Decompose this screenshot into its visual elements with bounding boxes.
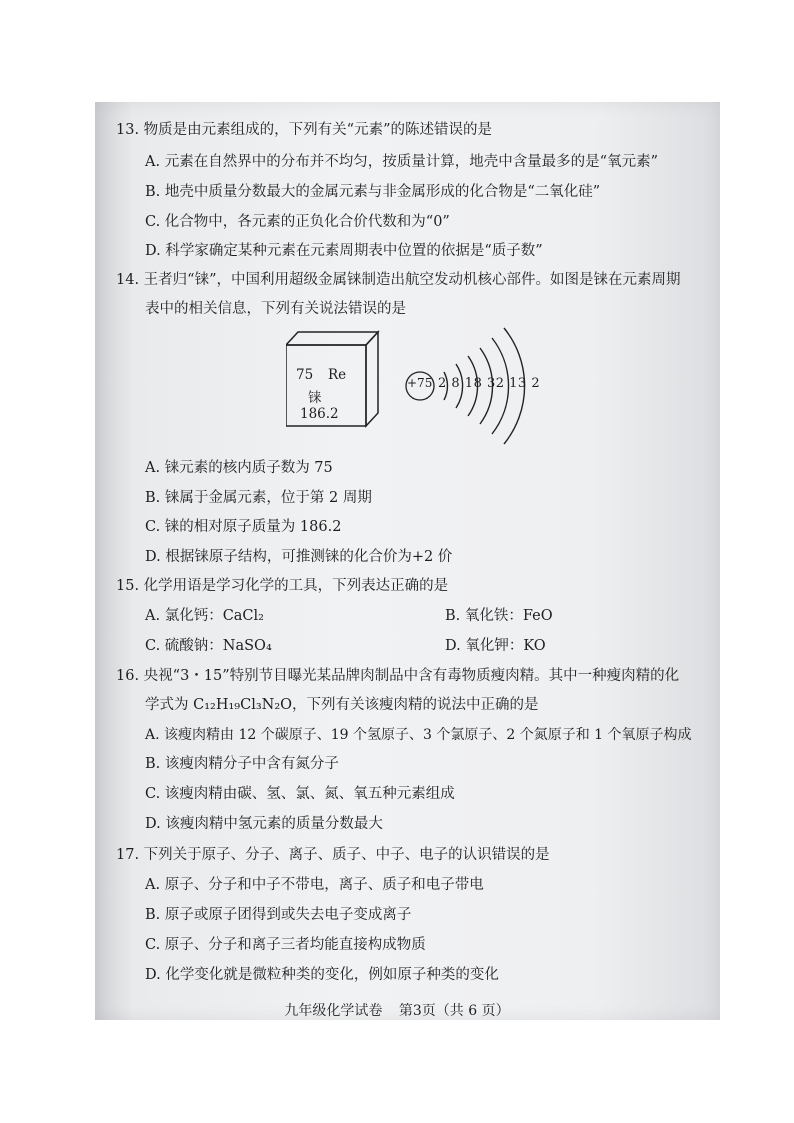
q14-option-c: C. 铼的相对原子质量为 186.2 bbox=[145, 519, 342, 535]
q16-option-a: A. 该瘦肉精由 12 个碳原子、19 个氢原子、3 个氯原子、2 个氮原子和 1 个氧原子构成 bbox=[145, 727, 692, 743]
q16-stem-line2: 学式为 C₁₂H₁₉Cl₃N₂O，下列有关该瘦肉精的说法中正确的是 bbox=[145, 697, 539, 713]
electron-configuration: 2 8 18 32 13 2 bbox=[438, 376, 541, 391]
footer-subject: 九年级化学试卷 bbox=[284, 1003, 383, 1019]
q15-option-b: B. 氧化铁：FeO bbox=[445, 608, 553, 624]
page-footer bbox=[0, 1000, 794, 1020]
q16-option-c: C. 该瘦肉精由碳、氢、氯、氮、氧五种元素组成 bbox=[145, 786, 455, 802]
q14-option-a: A. 铼元素的核内质子数为 75 bbox=[145, 460, 333, 476]
q14-stem-line1: 14. 王者归“铼”，中国利用超级金属铼制造出航空发动机核心部件。如图是铼在元素周期 bbox=[116, 272, 681, 288]
q15-option-d: D. 氧化钾：KO bbox=[445, 638, 546, 654]
q17-option-c: C. 原子、分子和离子三者均能直接构成物质 bbox=[145, 937, 426, 953]
element-number: 75 bbox=[296, 367, 314, 383]
q17-stem: 17. 下列关于原子、分子、离子、质子、中子、电子的认识错误的是 bbox=[116, 847, 550, 863]
footer-page-number: 第3页（共 6 页） bbox=[398, 1003, 510, 1019]
q14-stem-line2: 表中的相关信息，下列有关说法错误的是 bbox=[145, 301, 406, 317]
q16-option-d: D. 该瘦肉精中氢元素的质量分数最大 bbox=[145, 816, 383, 832]
q13-option-c: C. 化合物中，各元素的正负化合价代数和为“0” bbox=[145, 214, 450, 230]
q13-option-a: A. 元素在自然界中的分布并不均匀，按质量计算，地壳中含量最多的是“氧元素” bbox=[145, 154, 659, 170]
q14-option-b: B. 铼属于金属元素，位于第 2 周期 bbox=[145, 490, 372, 506]
element-tile bbox=[286, 330, 386, 434]
q15-stem: 15. 化学用语是学习化学的工具，下列表达正确的是 bbox=[116, 578, 449, 594]
q16-stem-line1: 16. 央视“3・15”特别节目曝光某品牌肉制品中含有毒物质瘦肉精。其中一种瘦肉精的化 bbox=[116, 668, 680, 684]
q15-option-c: C. 硫酸钠：NaSO₄ bbox=[145, 638, 272, 654]
q17-option-d: D. 化学变化就是微粒种类的变化，例如原子种类的变化 bbox=[145, 967, 499, 983]
q13-stem: 13. 物质是由元素组成的，下列有关“元素”的陈述错误的是 bbox=[116, 122, 492, 138]
element-symbol: Re bbox=[328, 367, 347, 383]
q17-option-b: B. 原子或原子团得到或失去电子变成离子 bbox=[145, 907, 412, 923]
q13-option-b: B. 地壳中质量分数最大的金属元素与非金属形成的化合物是“二氧化硅” bbox=[145, 184, 601, 200]
q13-option-d: D. 科学家确定某种元素在元素周期表中位置的依据是“质子数” bbox=[145, 243, 543, 259]
q17-option-a: A. 原子、分子和中子不带电，离子、质子和电子带电 bbox=[145, 877, 484, 893]
atom-structure-diagram bbox=[400, 318, 540, 462]
nucleus-charge: +75 bbox=[407, 376, 433, 390]
element-mass: 186.2 bbox=[300, 406, 339, 422]
q14-option-d: D. 根据铼原子结构，可推测铼的化合价为+2 价 bbox=[145, 549, 453, 565]
q15-option-a: A. 氯化钙：CaCl₂ bbox=[145, 608, 264, 624]
element-name: 铼 bbox=[308, 390, 322, 406]
q16-option-b: B. 该瘦肉精分子中含有氮分子 bbox=[145, 756, 339, 772]
